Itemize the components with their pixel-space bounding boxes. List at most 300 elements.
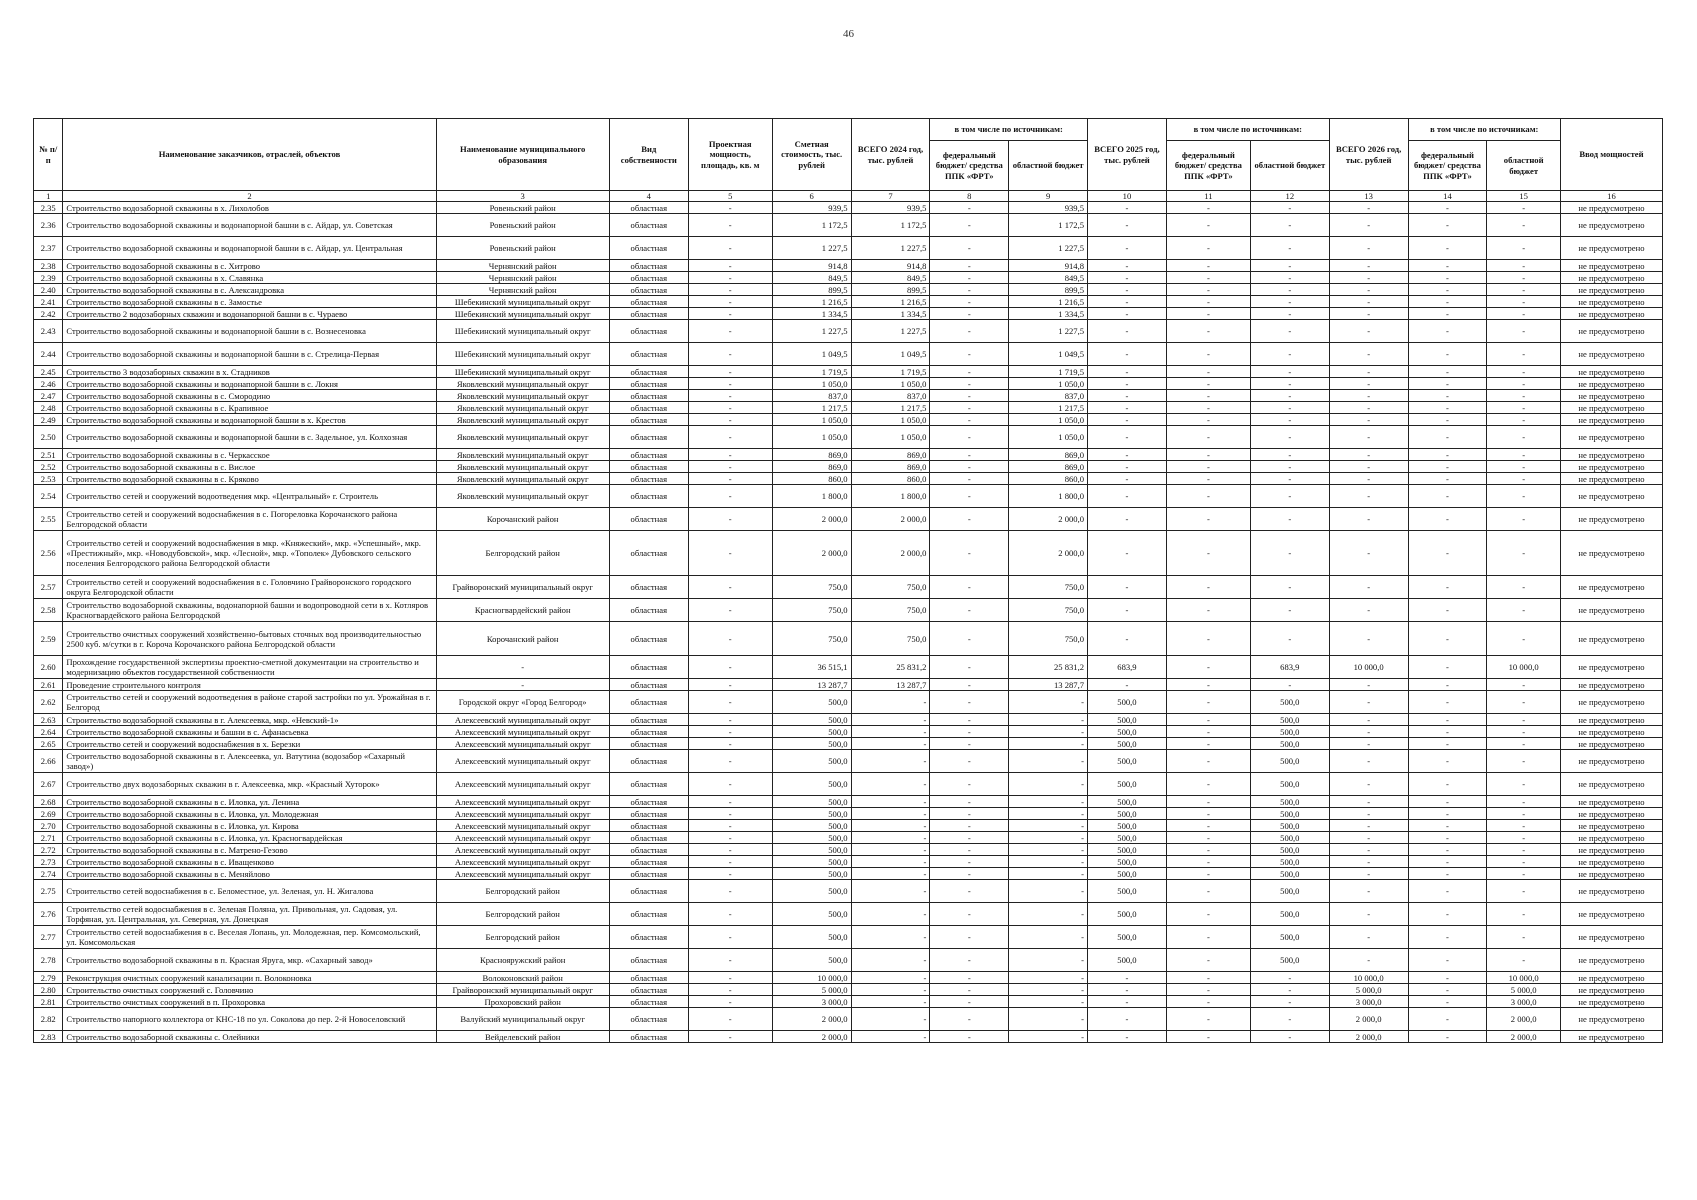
ownership: областная — [609, 903, 688, 926]
total-2024: 2 000,0 — [851, 531, 930, 576]
federal-2025: - — [1166, 531, 1250, 576]
capacity: - — [688, 508, 772, 531]
total-2026: - — [1329, 343, 1408, 366]
federal-2024: - — [930, 485, 1009, 508]
federal-2024: - — [930, 808, 1009, 820]
estimate-cost: 500,0 — [772, 856, 851, 868]
capacity: - — [688, 366, 772, 378]
federal-2024: - — [930, 738, 1009, 750]
table-row — [34, 738, 1663, 750]
table-row — [34, 272, 1663, 284]
total-2026: - — [1329, 903, 1408, 926]
row-number: 2.71 — [34, 832, 63, 844]
regional-2024: - — [1009, 832, 1088, 844]
regional-2025: 500,0 — [1250, 808, 1329, 820]
municipality: Яковлевский муниципальный округ — [436, 402, 609, 414]
federal-2025: - — [1166, 508, 1250, 531]
federal-2026: - — [1408, 656, 1487, 679]
investment-table-container — [33, 118, 1663, 1043]
row-number: 2.65 — [34, 738, 63, 750]
row-number: 2.67 — [34, 773, 63, 796]
total-2024: 750,0 — [851, 576, 930, 599]
capacity: - — [688, 449, 772, 461]
object-name: Строительство водозаборной скважины в с. Иловка, ул. Красногвардейская — [63, 832, 436, 844]
row-number: 2.70 — [34, 820, 63, 832]
table-row — [34, 473, 1663, 485]
capacity: - — [688, 856, 772, 868]
table-row — [34, 599, 1663, 622]
row-number: 2.63 — [34, 714, 63, 726]
total-2025: - — [1088, 202, 1167, 214]
table-row — [34, 414, 1663, 426]
federal-2025: - — [1166, 308, 1250, 320]
total-2025: 500,0 — [1088, 691, 1167, 714]
total-2026: - — [1329, 449, 1408, 461]
regional-2024: - — [1009, 844, 1088, 856]
header-federal-2026: федеральный бюджет/ средства ППК «ФРТ» — [1408, 141, 1487, 191]
column-number: 5 — [688, 191, 772, 202]
table-row — [34, 622, 1663, 656]
regional-2026: 2 000,0 — [1487, 1008, 1561, 1031]
regional-2026: - — [1487, 214, 1561, 237]
row-number: 2.74 — [34, 868, 63, 880]
capacity: - — [688, 738, 772, 750]
federal-2026: - — [1408, 738, 1487, 750]
commissioning: не предусмотрено — [1560, 485, 1662, 508]
federal-2024: - — [930, 461, 1009, 473]
regional-2026: - — [1487, 796, 1561, 808]
capacity: - — [688, 461, 772, 473]
table-row — [34, 726, 1663, 738]
federal-2024: - — [930, 343, 1009, 366]
estimate-cost: 500,0 — [772, 880, 851, 903]
regional-2024: 1 217,5 — [1009, 402, 1088, 414]
capacity: - — [688, 750, 772, 773]
row-number: 2.49 — [34, 414, 63, 426]
federal-2025: - — [1166, 237, 1250, 260]
regional-2025: - — [1250, 284, 1329, 296]
row-number: 2.42 — [34, 308, 63, 320]
object-name: Строительство водозаборной скважины в с. Хитрово — [63, 260, 436, 272]
municipality: Алексеевский муниципальный округ — [436, 738, 609, 750]
commissioning: не предусмотрено — [1560, 1031, 1662, 1043]
federal-2025: - — [1166, 426, 1250, 449]
regional-2024: - — [1009, 926, 1088, 949]
table-row — [34, 260, 1663, 272]
object-name: Строительство сетей и сооружений водоснабжения в с. Погореловка Корочанского района Белгородской области — [63, 508, 436, 531]
estimate-cost: 500,0 — [772, 820, 851, 832]
ownership: областная — [609, 949, 688, 972]
regional-2026: - — [1487, 750, 1561, 773]
table-row — [34, 856, 1663, 868]
column-number: 9 — [1009, 191, 1088, 202]
total-2026: - — [1329, 473, 1408, 485]
total-2025: - — [1088, 1008, 1167, 1031]
table-row — [34, 1031, 1663, 1043]
total-2026: - — [1329, 296, 1408, 308]
object-name: Строительство водозаборной скважины в с. Иловка, ул. Ленина — [63, 796, 436, 808]
total-2025: 500,0 — [1088, 926, 1167, 949]
federal-2025: - — [1166, 485, 1250, 508]
regional-2026: - — [1487, 903, 1561, 926]
ownership: областная — [609, 485, 688, 508]
total-2025: - — [1088, 237, 1167, 260]
federal-2026: - — [1408, 214, 1487, 237]
total-2026: - — [1329, 485, 1408, 508]
object-name: Строительство водозаборной скважины в п. Красная Яруга, мкр. «Сахарный завод» — [63, 949, 436, 972]
regional-2025: - — [1250, 414, 1329, 426]
column-number: 12 — [1250, 191, 1329, 202]
ownership: областная — [609, 576, 688, 599]
federal-2026: - — [1408, 531, 1487, 576]
commissioning: не предусмотрено — [1560, 926, 1662, 949]
total-2026: - — [1329, 856, 1408, 868]
federal-2025: - — [1166, 984, 1250, 996]
federal-2026: - — [1408, 691, 1487, 714]
estimate-cost: 500,0 — [772, 714, 851, 726]
header-estimate: Сметная стоимость, тыс. рублей — [772, 119, 851, 191]
ownership: областная — [609, 868, 688, 880]
capacity: - — [688, 926, 772, 949]
capacity: - — [688, 1008, 772, 1031]
capacity: - — [688, 576, 772, 599]
total-2024: 13 287,7 — [851, 679, 930, 691]
regional-2024: 13 287,7 — [1009, 679, 1088, 691]
commissioning: не предусмотрено — [1560, 832, 1662, 844]
regional-2024: - — [1009, 691, 1088, 714]
regional-2025: - — [1250, 679, 1329, 691]
estimate-cost: 1 800,0 — [772, 485, 851, 508]
regional-2024: 1 800,0 — [1009, 485, 1088, 508]
table-row — [34, 485, 1663, 508]
commissioning: не предусмотрено — [1560, 343, 1662, 366]
table-row — [34, 402, 1663, 414]
total-2025: - — [1088, 378, 1167, 390]
ownership: областная — [609, 1008, 688, 1031]
municipality: Волоконовский район — [436, 972, 609, 984]
commissioning: не предусмотрено — [1560, 366, 1662, 378]
object-name: Строительство сетей водоснабжения в с. Беломестное, ул. Зеленая, ул. Н. Жигалова — [63, 880, 436, 903]
object-name: Строительство сетей и сооружений водоотведения мкр. «Центральный» г. Строитель — [63, 485, 436, 508]
commissioning: не предусмотрено — [1560, 599, 1662, 622]
federal-2025: - — [1166, 366, 1250, 378]
total-2024: - — [851, 773, 930, 796]
regional-2024: 2 000,0 — [1009, 508, 1088, 531]
capacity: - — [688, 272, 772, 284]
estimate-cost: 750,0 — [772, 576, 851, 599]
total-2024: - — [851, 1008, 930, 1031]
total-2024: 1 227,5 — [851, 320, 930, 343]
total-2026: - — [1329, 272, 1408, 284]
object-name: Строительство сетей и сооружений водоснабжения в х. Березки — [63, 738, 436, 750]
object-name: Строительство водозаборной скважины и водонапорной башни в с. Айдар, ул. Советская — [63, 214, 436, 237]
estimate-cost: 2 000,0 — [772, 1031, 851, 1043]
municipality: Алексеевский муниципальный округ — [436, 773, 609, 796]
total-2026: - — [1329, 378, 1408, 390]
regional-2024: 837,0 — [1009, 390, 1088, 402]
regional-2026: - — [1487, 599, 1561, 622]
estimate-cost: 500,0 — [772, 844, 851, 856]
municipality: Алексеевский муниципальный округ — [436, 796, 609, 808]
total-2025: 500,0 — [1088, 808, 1167, 820]
row-number: 2.72 — [34, 844, 63, 856]
total-2024: 837,0 — [851, 390, 930, 402]
regional-2025: 500,0 — [1250, 856, 1329, 868]
object-name: Строительство водозаборной скважины и водонапорной башни в с. Локня — [63, 378, 436, 390]
federal-2025: - — [1166, 820, 1250, 832]
municipality: Яковлевский муниципальный округ — [436, 485, 609, 508]
capacity: - — [688, 320, 772, 343]
regional-2024: 750,0 — [1009, 599, 1088, 622]
federal-2024: - — [930, 996, 1009, 1008]
commissioning: не предусмотрено — [1560, 390, 1662, 402]
table-row — [34, 984, 1663, 996]
regional-2026: - — [1487, 880, 1561, 903]
estimate-cost: 1 217,5 — [772, 402, 851, 414]
row-number: 2.82 — [34, 1008, 63, 1031]
total-2026: - — [1329, 366, 1408, 378]
object-name: Строительство водозаборной скважины в г. Алексеевка, мкр. «Невский-1» — [63, 714, 436, 726]
row-number: 2.47 — [34, 390, 63, 402]
row-number: 2.50 — [34, 426, 63, 449]
object-name: Строительство сетей водоснабжения в с. Веселая Лопань, ул. Молодежная, пер. Комсомольский, ул. Комсомольская — [63, 926, 436, 949]
federal-2026: - — [1408, 714, 1487, 726]
ownership: областная — [609, 599, 688, 622]
row-number: 2.64 — [34, 726, 63, 738]
regional-2026: - — [1487, 726, 1561, 738]
federal-2024: - — [930, 296, 1009, 308]
ownership: областная — [609, 366, 688, 378]
total-2026: - — [1329, 237, 1408, 260]
ownership: областная — [609, 808, 688, 820]
federal-2024: - — [930, 320, 1009, 343]
federal-2025: - — [1166, 773, 1250, 796]
total-2025: - — [1088, 343, 1167, 366]
estimate-cost: 1 050,0 — [772, 426, 851, 449]
object-name: Строительство водозаборной скважины и водонапорной башни в с. Стрелица-Первая — [63, 343, 436, 366]
regional-2024: 750,0 — [1009, 576, 1088, 599]
capacity: - — [688, 868, 772, 880]
header-municipality: Наименование муниципального образования — [436, 119, 609, 191]
regional-2025: - — [1250, 366, 1329, 378]
ownership: областная — [609, 796, 688, 808]
federal-2026: - — [1408, 402, 1487, 414]
header-total-2024: ВСЕГО 2024 год, тыс. рублей — [851, 119, 930, 191]
regional-2025: - — [1250, 984, 1329, 996]
commissioning: не предусмотрено — [1560, 320, 1662, 343]
commissioning: не предусмотрено — [1560, 284, 1662, 296]
header-ownership: Вид собственности — [609, 119, 688, 191]
object-name: Строительство двух водозаборных скважин в г. Алексеевка, мкр. «Красный Хуторок» — [63, 773, 436, 796]
federal-2024: - — [930, 449, 1009, 461]
table-row — [34, 714, 1663, 726]
capacity: - — [688, 284, 772, 296]
federal-2025: - — [1166, 1008, 1250, 1031]
total-2024: - — [851, 984, 930, 996]
total-2025: 500,0 — [1088, 949, 1167, 972]
table-row — [34, 1008, 1663, 1031]
table-row — [34, 214, 1663, 237]
total-2026: 10 000,0 — [1329, 972, 1408, 984]
object-name: Строительство водозаборной скважины в с. Александровка — [63, 284, 436, 296]
federal-2024: - — [930, 750, 1009, 773]
header-federal-2025: федеральный бюджет/ средства ППК «ФРТ» — [1166, 141, 1250, 191]
federal-2026: - — [1408, 949, 1487, 972]
federal-2025: - — [1166, 599, 1250, 622]
regional-2025: 500,0 — [1250, 844, 1329, 856]
estimate-cost: 899,5 — [772, 284, 851, 296]
federal-2026: - — [1408, 622, 1487, 656]
regional-2026: - — [1487, 508, 1561, 531]
capacity: - — [688, 485, 772, 508]
regional-2026: 10 000,0 — [1487, 656, 1561, 679]
total-2024: 1 216,5 — [851, 296, 930, 308]
commissioning: не предусмотрено — [1560, 508, 1662, 531]
regional-2026: - — [1487, 576, 1561, 599]
estimate-cost: 500,0 — [772, 691, 851, 714]
total-2026: - — [1329, 820, 1408, 832]
capacity: - — [688, 296, 772, 308]
total-2025: - — [1088, 284, 1167, 296]
total-2025: 500,0 — [1088, 880, 1167, 903]
total-2024: 1 172,5 — [851, 214, 930, 237]
table-row — [34, 366, 1663, 378]
table-row — [34, 773, 1663, 796]
row-number: 2.77 — [34, 926, 63, 949]
estimate-cost: 750,0 — [772, 622, 851, 656]
municipality: Алексеевский муниципальный округ — [436, 856, 609, 868]
ownership: областная — [609, 926, 688, 949]
regional-2025: - — [1250, 508, 1329, 531]
municipality: Красногвардейский район — [436, 599, 609, 622]
federal-2025: - — [1166, 750, 1250, 773]
municipality: Грайворонский муниципальный округ — [436, 984, 609, 996]
total-2024: - — [851, 926, 930, 949]
estimate-cost: 1 334,5 — [772, 308, 851, 320]
capacity: - — [688, 622, 772, 656]
municipality: Алексеевский муниципальный округ — [436, 714, 609, 726]
ownership: областная — [609, 426, 688, 449]
capacity: - — [688, 903, 772, 926]
total-2025: 500,0 — [1088, 856, 1167, 868]
regional-2025: - — [1250, 576, 1329, 599]
row-number: 2.81 — [34, 996, 63, 1008]
commissioning: не предусмотрено — [1560, 449, 1662, 461]
total-2025: - — [1088, 320, 1167, 343]
total-2025: - — [1088, 260, 1167, 272]
total-2024: 1 050,0 — [851, 426, 930, 449]
federal-2025: - — [1166, 796, 1250, 808]
federal-2026: - — [1408, 461, 1487, 473]
row-number: 2.54 — [34, 485, 63, 508]
municipality: Алексеевский муниципальный округ — [436, 868, 609, 880]
capacity: - — [688, 402, 772, 414]
estimate-cost: 1 719,5 — [772, 366, 851, 378]
capacity: - — [688, 844, 772, 856]
ownership: областная — [609, 531, 688, 576]
regional-2026: - — [1487, 773, 1561, 796]
table-row — [34, 576, 1663, 599]
total-2026: - — [1329, 880, 1408, 903]
federal-2026: - — [1408, 820, 1487, 832]
total-2026: - — [1329, 714, 1408, 726]
total-2026: - — [1329, 284, 1408, 296]
regional-2025: - — [1250, 296, 1329, 308]
regional-2024: 1 227,5 — [1009, 237, 1088, 260]
federal-2025: - — [1166, 844, 1250, 856]
total-2024: - — [851, 691, 930, 714]
total-2025: - — [1088, 272, 1167, 284]
total-2024: - — [851, 832, 930, 844]
column-number: 14 — [1408, 191, 1487, 202]
regional-2025: - — [1250, 260, 1329, 272]
header-num: № п/п — [34, 119, 63, 191]
total-2024: 1 050,0 — [851, 378, 930, 390]
table-row — [34, 679, 1663, 691]
regional-2026: - — [1487, 366, 1561, 378]
regional-2025: 500,0 — [1250, 949, 1329, 972]
federal-2025: - — [1166, 402, 1250, 414]
federal-2025: - — [1166, 738, 1250, 750]
regional-2026: - — [1487, 714, 1561, 726]
regional-2024: 1 172,5 — [1009, 214, 1088, 237]
federal-2026: - — [1408, 868, 1487, 880]
ownership: областная — [609, 691, 688, 714]
federal-2024: - — [930, 714, 1009, 726]
total-2025: 500,0 — [1088, 773, 1167, 796]
total-2025: 683,9 — [1088, 656, 1167, 679]
table-row — [34, 880, 1663, 903]
municipality: Шебекинский муниципальный округ — [436, 366, 609, 378]
regional-2024: - — [1009, 750, 1088, 773]
federal-2024: - — [930, 531, 1009, 576]
ownership: областная — [609, 1031, 688, 1043]
federal-2024: - — [930, 856, 1009, 868]
federal-2025: - — [1166, 473, 1250, 485]
object-name: Строительство водозаборной скважины и водонапорной башни в х. Крестов — [63, 414, 436, 426]
regional-2025: 500,0 — [1250, 868, 1329, 880]
total-2024: 1 334,5 — [851, 308, 930, 320]
total-2026: 10 000,0 — [1329, 656, 1408, 679]
total-2024: 25 831,2 — [851, 656, 930, 679]
object-name: Строительство сетей и сооружений водоснабжения в мкр. «Княжеский», мкр. «Успешный», мкр. «Престижный», мкр. «Новодубовской», мкр. «Лесной», мкр. «Тополек» Дубовского сельского поселения Белгородского района Белгородской области — [63, 531, 436, 576]
total-2024: 939,5 — [851, 202, 930, 214]
federal-2025: - — [1166, 691, 1250, 714]
regional-2024: - — [1009, 808, 1088, 820]
federal-2024: - — [930, 796, 1009, 808]
table-row — [34, 844, 1663, 856]
total-2025: 500,0 — [1088, 868, 1167, 880]
row-number: 2.43 — [34, 320, 63, 343]
capacity: - — [688, 414, 772, 426]
ownership: областная — [609, 461, 688, 473]
ownership: областная — [609, 202, 688, 214]
total-2025: 500,0 — [1088, 796, 1167, 808]
total-2024: - — [851, 726, 930, 738]
federal-2026: - — [1408, 308, 1487, 320]
capacity: - — [688, 773, 772, 796]
capacity: - — [688, 260, 772, 272]
federal-2026: - — [1408, 679, 1487, 691]
regional-2025: 500,0 — [1250, 820, 1329, 832]
municipality: - — [436, 679, 609, 691]
estimate-cost: 500,0 — [772, 868, 851, 880]
federal-2026: - — [1408, 1008, 1487, 1031]
municipality: Яковлевский муниципальный округ — [436, 390, 609, 402]
regional-2025: - — [1250, 402, 1329, 414]
regional-2024: - — [1009, 996, 1088, 1008]
total-2024: 1 227,5 — [851, 237, 930, 260]
